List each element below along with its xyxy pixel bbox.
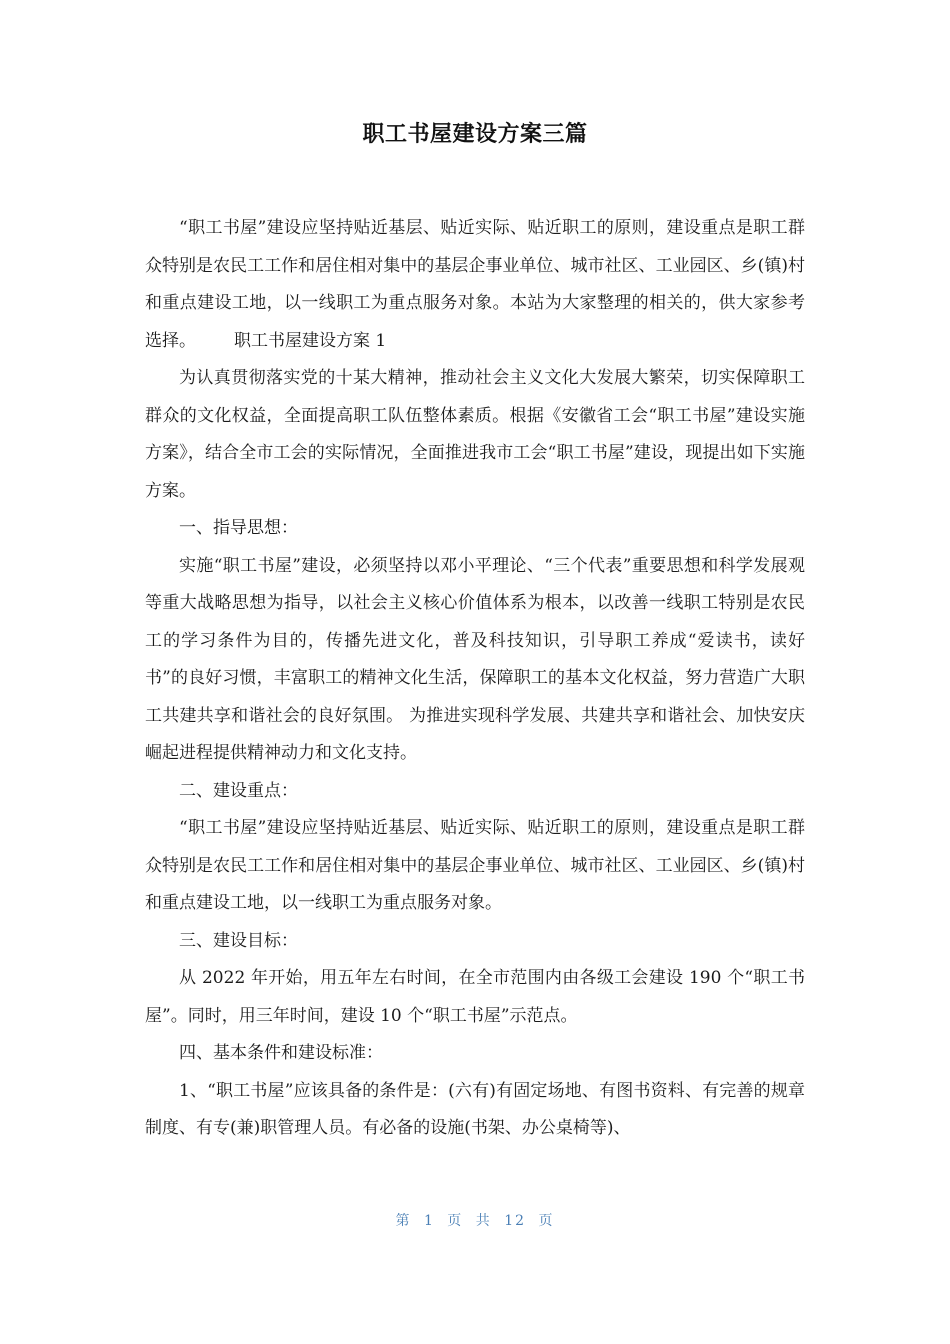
paragraph: “职工书屋”建设应坚持贴近基层、贴近实际、贴近职工的原则，建设重点是职工群众特别是农民工工作和居住相对集中的基层企事业单位、城市社区、工业园区、乡(镇)村和重点建设工地，以一线职工为重点服务对象。 xyxy=(145,818,805,913)
intro-paragraph xyxy=(145,210,805,360)
document-title: 职工书屋建设方案三篇 xyxy=(362,122,588,147)
paragraph: 实施“职工书屋”建设，必须坚持以邓小平理论、“三个代表”重要思想和科学发展观等重大战略思想为指导，以社会主义核心价值体系为根本，以改善一线职工特别是农民工的学习条件为目的，传播先进文化，普及科技知识，引导职工养成“爱读书，读好书”的良好习惯，丰富职工的精神文化生活，保障职工的基本文化权益，努力营造广大职工共建共享和谐社会的良好氛围。 为推进实现科学发展、共建共享和谐社会、加快安庆崛起进程提供精神动力和文化支持。 xyxy=(145,555,805,763)
intro-text: “职工书屋”建设应坚持贴近基层、贴近实际、贴近职工的原则，建设重点是职工群众特别是农民工工作和居住相对集中的基层企事业单位、城市社区、工业园区、乡(镇)村和重点建设工地，以一线职工为重点服务对象。本站为大家整理的相关的，供大家参考选择。 xyxy=(145,218,805,351)
paragraph: 1、“职工书屋”应该具备的条件是：(六有)有固定场地、有图书资料、有完善的规章制度、有专(兼)职管理人员。有必备的设施(书架、办公桌椅等)、 xyxy=(145,1080,805,1138)
page-number-footer: 第 1 页 共 12 页 xyxy=(395,1213,555,1229)
heading-basic-conditions: 四、基本条件和建设标准： xyxy=(179,1043,383,1063)
paragraph: 为认真贯彻落实党的十某大精神，推动社会主义文化大发展大繁荣，切实保障职工群众的文化权益，全面提高职工队伍整体素质。根据《安徽省工会“职工书屋”建设实施方案》，结合全市工会的实际情况，全面推进我市工会“职工书屋”建设，现提出如下实施方案。 xyxy=(145,368,805,501)
section-heading: 职工书屋建设方案 1 xyxy=(234,330,387,351)
heading-guiding-ideology: 一、指导思想： xyxy=(179,518,298,538)
paragraph: 从 2022 年开始，用五年左右时间，在全市范围内由各级工会建设 190 个“职工书屋”。同时，用三年时间，建设 10 个“职工书屋”示范点。 xyxy=(145,968,805,1026)
heading-construction-focus: 二、建设重点： xyxy=(179,780,298,801)
heading-construction-goals: 三、建设目标： xyxy=(179,930,298,951)
document-body xyxy=(145,210,805,1148)
